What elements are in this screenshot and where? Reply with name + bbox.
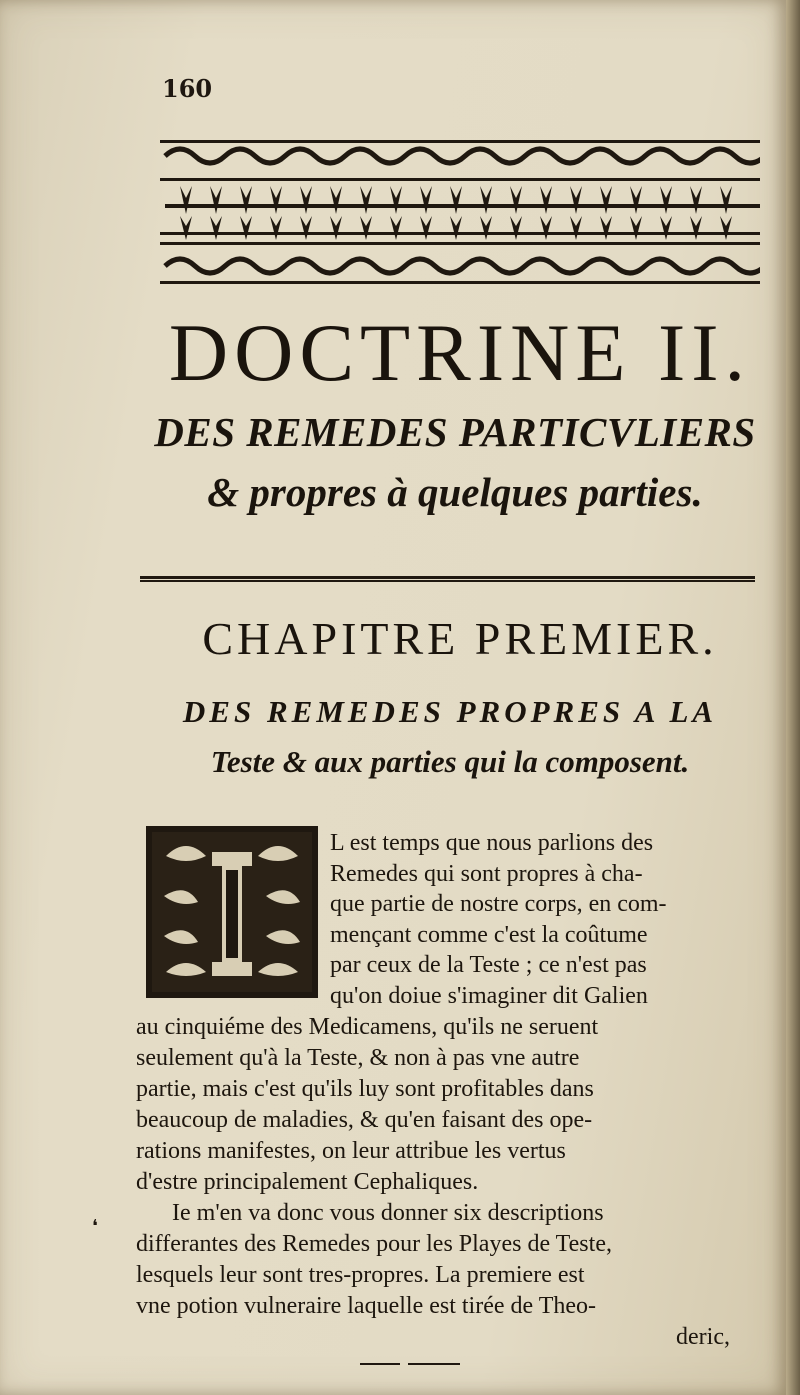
body-line: par ceux de la Teste ; ce n'est pas [330, 952, 647, 978]
doctrine-subtitle-line1: DES REMEDES PARTICVLIERS [154, 409, 756, 455]
decorated-initial-i [146, 826, 318, 998]
doctrine-subtitle-line2: & propres à quelques parties. [207, 469, 703, 515]
body-line: Remedes qui sont propres à cha- [330, 860, 643, 887]
body-line: lesquels leur sont tres-propres. La premiere est [136, 1262, 585, 1288]
section-divider [140, 572, 755, 586]
body-line: deric, [676, 1324, 730, 1350]
body-line: L est temps que nous parlions des [330, 830, 654, 856]
chapter-heading: CHAPITRE PREMIER. [202, 613, 718, 664]
body-line: Ie m'en va donc vous donner six descriptions [172, 1200, 604, 1226]
body-line: au cinquiéme des Medicamens, qu'ils ne seruent [136, 1014, 599, 1040]
ornamental-headpiece [160, 138, 760, 286]
doctrine-heading: DOCTRINE II. [168, 307, 752, 398]
body-line: vne potion vulneraire laquelle est tirée de Theo- [136, 1293, 597, 1319]
footer-rule [360, 1362, 460, 1366]
chapter-subtitle-line1: DES REMEDES PROPRES A LA [182, 694, 718, 729]
body-line: mençant comme c'est la coûtume [330, 921, 648, 948]
body-line: beaucoup de maladies, & qu'en faisant des ope- [136, 1107, 593, 1133]
body-line: d'estre principalement Cephaliques. [136, 1169, 479, 1195]
body-line: que partie de nostre corps, en com- [330, 891, 667, 917]
page-number: 160 [162, 74, 213, 103]
body-line: seulement qu'à la Teste, & non à pas vne autre [136, 1045, 580, 1071]
body-line: differantes des Remedes pour les Playes de Teste, [136, 1231, 612, 1257]
chapter-subtitle-line2: Teste & aux parties qui la composent. [210, 744, 690, 779]
body-line: rations manifestes, on leur attribue les vertus [136, 1138, 566, 1164]
body-line: partie, mais c'est qu'ils luy sont profitables dans [136, 1076, 594, 1102]
margin-mark: ❛ [92, 1216, 98, 1237]
body-line: qu'on doiue s'imaginer dit Galien [330, 982, 648, 1009]
page-edge [786, 0, 800, 1395]
